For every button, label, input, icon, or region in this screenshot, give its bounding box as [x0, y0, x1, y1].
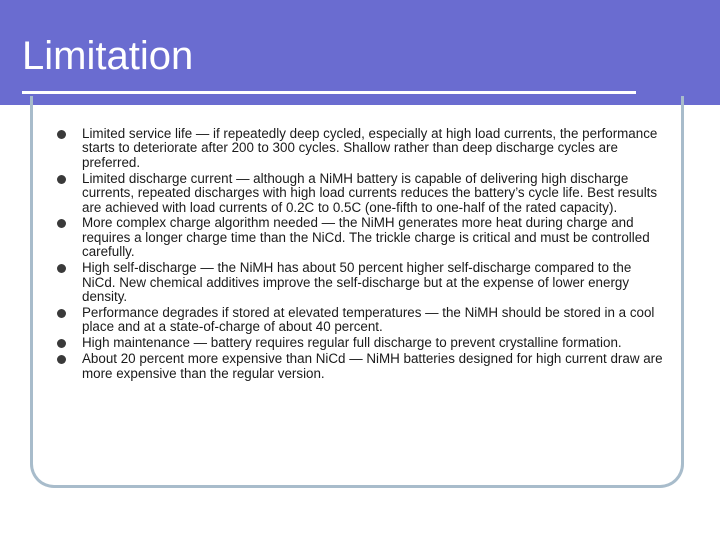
- bullet-icon: [57, 339, 66, 348]
- bullet-icon: [57, 264, 66, 273]
- bullet-item-discharge-current: [57, 172, 667, 215]
- bullet-text: Limited service life — if repeatedly deep cycled, especially at high load currents, the performance starts to deteriorate after 200 to 300 cycles. Shallow rather than deep discharge cycles are preferred.: [82, 126, 658, 170]
- bullet-icon: [57, 309, 66, 318]
- bullet-text: Limited discharge current — although a NiMH battery is capable of delivering high discharge currents, repeated discharges with high load currents reduces the battery’s cycle life. Best results are achieved with load currents of 0.2C to 0.5C (one-fifth to one-half of the rated capacity).: [82, 170, 658, 215]
- bullet-icon: [57, 175, 66, 184]
- bullet-text: High maintenance — battery requires regular full discharge to prevent crystalline formation.: [82, 335, 622, 351]
- bullet-item-maintenance: [57, 336, 667, 350]
- bullet-item-temperature: [57, 306, 667, 335]
- slide-title: Limitation: [22, 34, 194, 78]
- bullet-item-self-discharge: [57, 261, 667, 304]
- bullet-text: More complex charge algorithm needed — the NiMH generates more heat during charge and requires a longer charge time than the NiCd. The trickle charge is critical and must be controlled carefully.: [82, 215, 650, 260]
- bullet-item-service-life: [57, 127, 667, 170]
- bullet-text: High self-discharge — the NiMH has about 50 percent higher self-discharge compared to the NiCd. New chemical additives improve the self-discharge but at the expense of lower energy density.: [82, 260, 632, 304]
- bullet-text: Performance degrades if stored at elevated temperatures — the NiMH should be stored in a cool place and at a state-of-charge of about 40 percent.: [82, 304, 655, 335]
- bullet-list: [57, 127, 667, 382]
- bullet-icon: [57, 355, 66, 364]
- bullet-item-charge-algorithm: [57, 216, 667, 259]
- title-underline: [22, 91, 636, 94]
- bullet-icon: [57, 130, 66, 139]
- bullet-icon: [57, 219, 66, 228]
- bullet-item-cost: [57, 352, 667, 381]
- bullet-text: About 20 percent more expensive than NiCd — NiMH batteries designed for high current draw are more expensive than the regular version.: [82, 351, 663, 381]
